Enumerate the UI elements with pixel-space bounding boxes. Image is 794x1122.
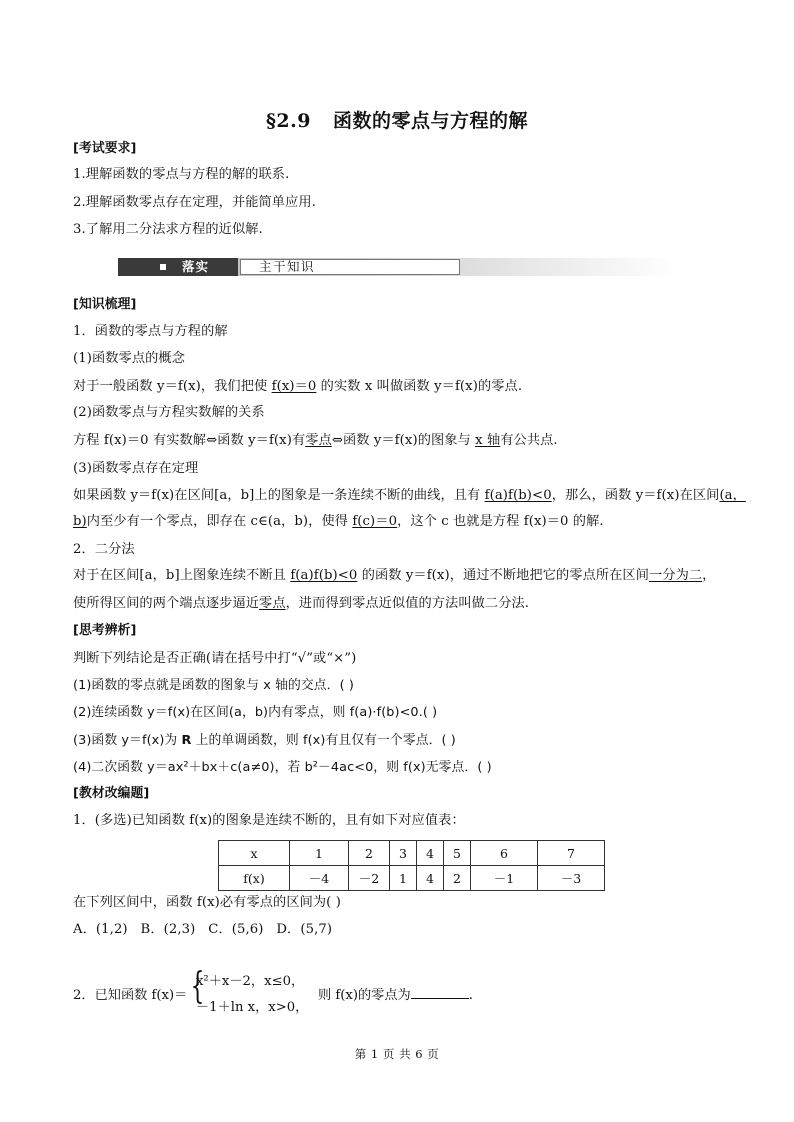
- paragraph-line: [73, 378, 522, 396]
- table-row: [219, 841, 605, 866]
- thinking-heading: [思考辨析]: [73, 623, 137, 638]
- subsection-title: (1)函数零点的概念: [73, 351, 185, 366]
- table-row: [219, 866, 605, 891]
- table-cell: 2: [349, 841, 390, 866]
- requirement-item: 1.理解函数的零点与方程的解的联系.: [73, 167, 290, 182]
- text-run: ，: [702, 568, 716, 583]
- bold-symbol: R: [181, 733, 192, 748]
- table-cell: 7: [538, 841, 605, 866]
- table-cell: －1: [471, 866, 538, 891]
- textbook-heading: [教材改编题]: [73, 786, 150, 801]
- value-table: [218, 840, 605, 891]
- paragraph-line: [73, 432, 558, 450]
- text-run: ⇔函数 y＝f(x)的图象与: [331, 433, 476, 448]
- problem-question: 在下列区间中，函数 f(x)必有零点的区间为( ): [73, 895, 341, 910]
- page-title: [0, 106, 794, 133]
- table-cell: 3: [390, 841, 417, 866]
- text-run: ，进而得到零点近似值的方法叫做二分法.: [285, 596, 530, 611]
- table-cell: 4: [417, 841, 444, 866]
- table-cell: 4: [417, 866, 444, 891]
- text-run: 的函数 y＝f(x)，通过不断地把它的零点所在区间: [357, 568, 650, 583]
- section-number: §2.9: [265, 110, 311, 132]
- banner-right-label: 主干知识: [259, 259, 316, 274]
- text-run: ，那么，函数 y＝f(x)在区间: [551, 488, 720, 503]
- answer-underline: f(x)＝0: [271, 379, 317, 394]
- table-cell: －3: [538, 866, 605, 891]
- problem-statement: 1．(多选)已知函数 f(x)的图象是连续不断的，且有如下对应值表：: [73, 813, 465, 828]
- judgment-item: (4)二次函数 y＝ax²＋bx＋c(a≠0)，若 b²－4ac<0，则 f(x)无零点．( ): [73, 760, 492, 775]
- subsection-title: 1．函数的零点与方程的解: [73, 324, 228, 339]
- banner-light-block: [240, 259, 460, 275]
- answer-underline: 零点: [259, 596, 286, 611]
- answer-underline: x 轴: [475, 433, 501, 448]
- square-bullet-icon: [160, 264, 166, 270]
- exam-requirements-heading: [考试要求]: [73, 141, 137, 156]
- text-run: (3)函数 y＝f(x)为: [73, 733, 182, 748]
- brace-symbol: {: [190, 966, 205, 1007]
- text-run: .: [468, 988, 473, 1003]
- section-banner: [118, 258, 678, 276]
- table-cell: 1: [290, 841, 349, 866]
- paragraph-line: [73, 567, 715, 585]
- problem-2-label: 2．已知函数 f(x)＝: [73, 988, 188, 1003]
- table-cell: －2: [349, 866, 390, 891]
- answer-underline: 一分为二: [649, 568, 703, 583]
- answer-underline: (a，: [719, 488, 746, 503]
- table-cell: 2: [444, 866, 471, 891]
- subsection-title: (3)函数零点存在定理: [73, 461, 199, 476]
- requirement-item: 3.了解用二分法求方程的近似解.: [73, 222, 263, 237]
- answer-underline: 零点: [305, 433, 332, 448]
- banner-left-label: 落实: [182, 259, 210, 274]
- page-footer: 第 1 页 共 6 页: [354, 1047, 440, 1061]
- text-run: 使所得区间的两个端点逐步逼近: [73, 596, 260, 611]
- banner-dark-block: [118, 258, 238, 276]
- text-run: 有公共点.: [500, 433, 558, 448]
- piecewise-case: －1＋ln x，x>0，: [196, 1000, 309, 1015]
- text-run: 上的单调函数，则 f(x)有且仅有一个零点．( ): [191, 733, 456, 748]
- table-cell: 1: [390, 866, 417, 891]
- answer-underline: b): [73, 514, 87, 529]
- table-cell: 5: [444, 841, 471, 866]
- text-run: 对于一般函数 y＝f(x)，我们把使: [73, 379, 272, 394]
- table-cell: f(x): [219, 866, 290, 891]
- text-run: ，这个 c 也就是方程 f(x)＝0 的解.: [397, 514, 604, 529]
- text-run: 方程 f(x)＝0 有实数解⇔函数 y＝f(x)有: [73, 433, 306, 448]
- judgment-item: (1)函数的零点就是函数的图象与 x 轴的交点．( ): [73, 678, 354, 693]
- thinking-intro: 判断下列结论是否正确(请在括号中打“√”或“×”): [73, 651, 357, 666]
- paragraph-line: [73, 487, 746, 505]
- requirement-item: 2.理解函数零点存在定理，并能简单应用.: [73, 195, 316, 210]
- judgment-item: (2)连续函数 y＝f(x)在区间(a，b)内有零点，则 f(a)·f(b)<0.( ): [73, 705, 438, 720]
- judgment-item: [73, 732, 456, 750]
- text-run: 内至少有一个零点，即存在 c∈(a，b)，使得: [86, 514, 353, 529]
- piecewise-case: x²＋x－2，x≤0，: [196, 974, 305, 989]
- subsection-title: 2．二分法: [73, 542, 135, 557]
- paragraph-line: [73, 513, 604, 531]
- problem-2-tail: [318, 984, 473, 1003]
- answer-underline: f(a)f(b)<0: [484, 488, 552, 503]
- answer-underline: f(a)f(b)<0: [290, 568, 358, 583]
- text-run: 对于在区间[a，b]上图象连续不断且: [73, 568, 291, 583]
- answer-options: A．(1,2) B．(2,3) C．(5,6) D．(5,7): [73, 922, 333, 937]
- answer-blank: [411, 998, 469, 999]
- text-run: 如果函数 y＝f(x)在区间[a，b]上的图象是一条连续不断的曲线，且有: [73, 488, 485, 503]
- section-title: 函数的零点与方程的解: [332, 110, 528, 132]
- answer-underline: f(c)＝0: [352, 514, 398, 529]
- knowledge-heading: [知识梳理]: [73, 297, 137, 312]
- table-cell: x: [219, 841, 290, 866]
- subsection-title: (2)函数零点与方程实数解的关系: [73, 405, 265, 420]
- text-run: 则 f(x)的零点为: [318, 988, 411, 1003]
- table-cell: 6: [471, 841, 538, 866]
- table-cell: －4: [290, 866, 349, 891]
- text-run: 的实数 x 叫做函数 y＝f(x)的零点.: [316, 379, 523, 394]
- paragraph-line: [73, 595, 529, 613]
